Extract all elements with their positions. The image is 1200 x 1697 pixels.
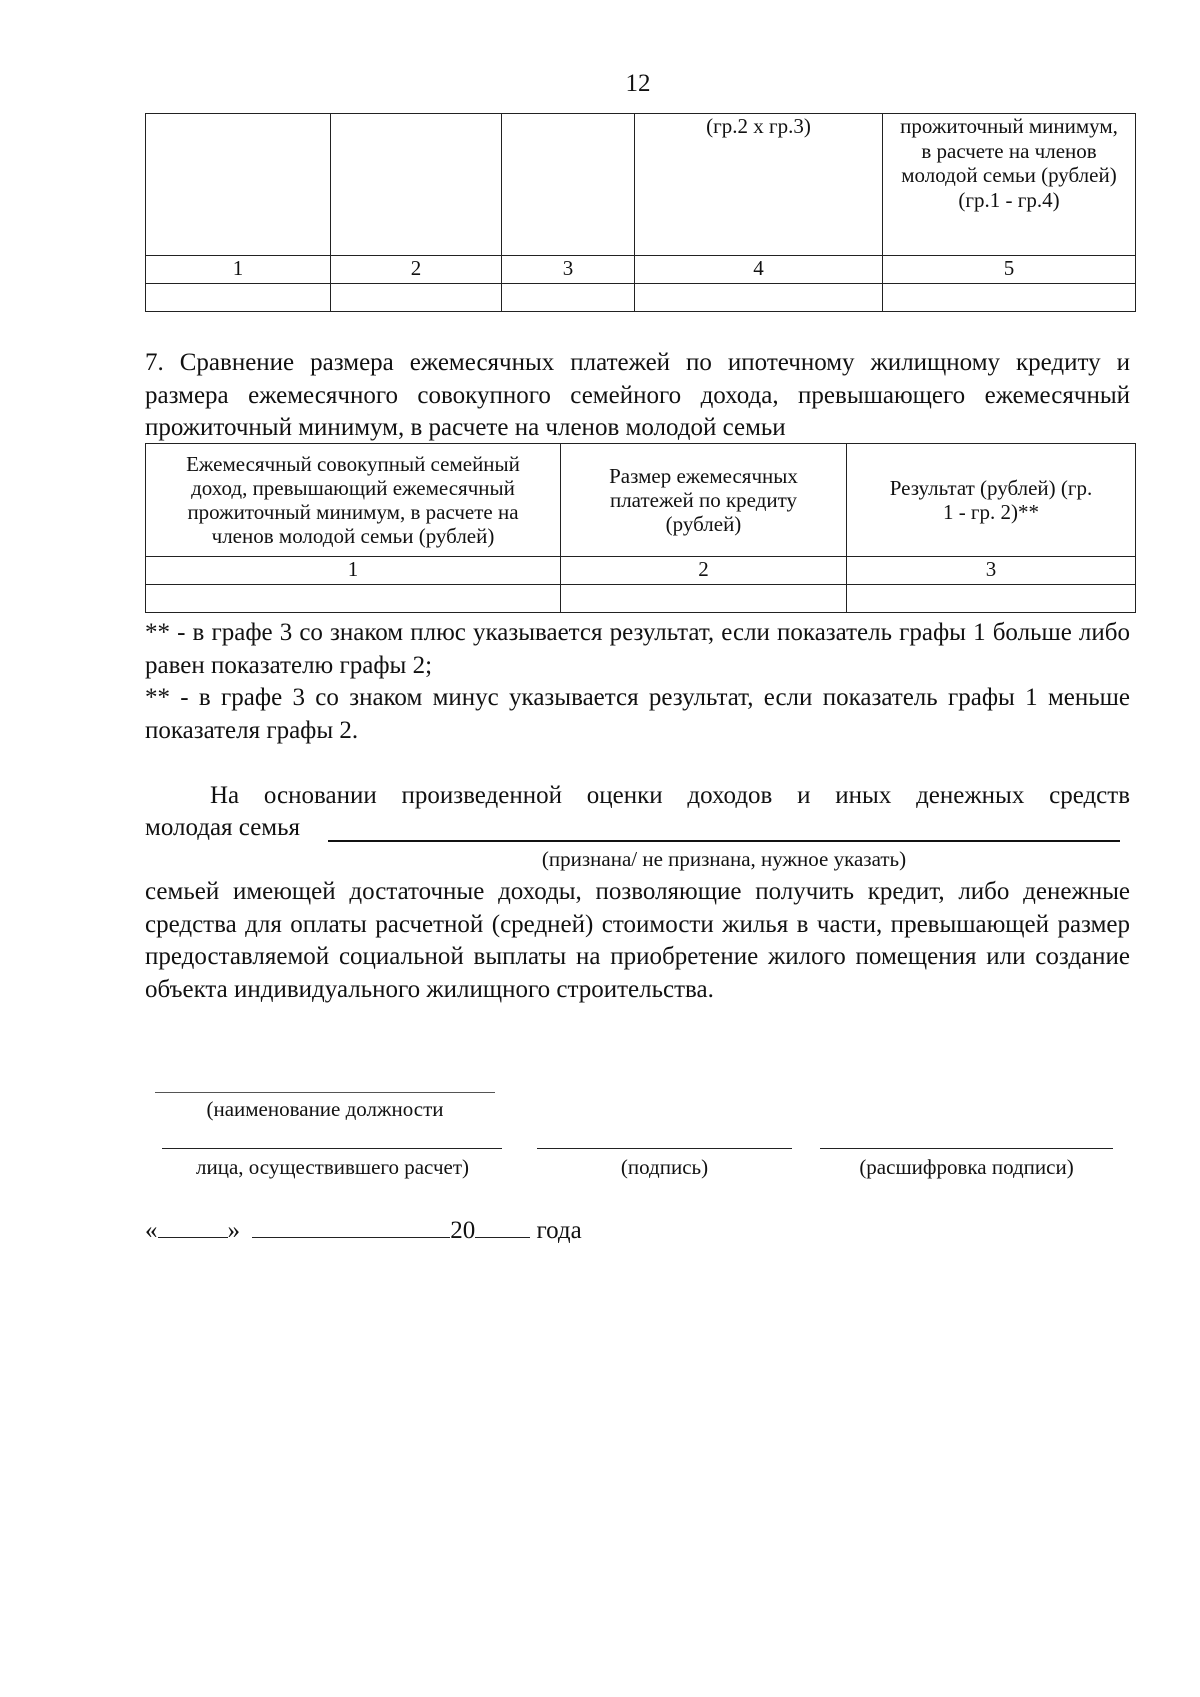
table-header-cell: Результат (рублей) (гр. 1 - гр. 2)** [847,444,1136,557]
position-caption-1: (наименование должности [206,1097,444,1121]
table-header-cell: Размер ежемесячных платежей по кредиту (рублей) [561,444,847,557]
family-label: молодая семья [145,814,301,841]
empty-data-row [146,585,1136,613]
column-number: 3 [502,256,635,284]
table-header-cell: Ежемесячный совокупный семейный доход, превышающий ежемесячный прожиточный минимум, в расчете на членов молодой семьи (рублей) [146,444,561,557]
table-header-cell [331,114,502,256]
table-header-row [146,114,1136,256]
column-number: 3 [847,557,1136,585]
footnote-plus: ** - в графе 3 со знаком плюс указывается результат, если показатель графы 1 больше либо равен показателю графы 2; [145,619,1130,679]
page-number: 12 [625,70,651,97]
column-number: 4 [635,256,883,284]
empty-cell[interactable] [146,284,331,312]
month-blank[interactable] [252,1213,450,1238]
signature-line[interactable] [537,1148,792,1149]
table-header-cell [146,114,331,256]
conclusion-intro: На основании произведенной оценки доходов и иных денежных средств [210,782,1130,809]
table-header-cell: (гр.2 x гр.3) [635,114,883,256]
empty-cell[interactable] [146,585,561,613]
comparison-table [145,443,1136,613]
income-table [145,113,1136,312]
table-header-cell: прожиточный минимум, в расчете на членов молодой семьи (рублей) (гр.1 - гр.4) [883,114,1136,256]
position-line-1[interactable] [155,1092,495,1093]
empty-data-row [146,284,1136,312]
empty-cell[interactable] [635,284,883,312]
footnote-minus: ** - в графе 3 со знаком минус указывается результат, если показатель графы 1 меньше показателя графы 2. [145,684,1130,744]
column-number: 2 [331,256,502,284]
table-header-cell [502,114,635,256]
column-number: 1 [146,557,561,585]
section-7-title: 7. Сравнение размера ежемесячных платежей по ипотечному жилищному кредиту и размера ежемесячного совокупного семейного дохода, превышающего ежемесячный прожиточный минимум, в расчете на членов молодой семьи [145,349,1130,441]
close-quote: » [227,1217,240,1244]
column-number-row [146,256,1136,284]
century-text: 20 [450,1217,476,1244]
day-blank[interactable] [158,1213,228,1238]
year-word: года [536,1217,582,1244]
open-quote: « [145,1217,158,1244]
year-blank[interactable] [475,1213,530,1238]
table-header-row [146,444,1136,557]
position-caption-2: лица, осуществившего расчет) [195,1155,470,1179]
signature-caption: (подпись) [620,1155,709,1179]
column-number: 2 [561,557,847,585]
date-row [145,1213,582,1245]
empty-cell[interactable] [502,284,635,312]
column-number: 5 [883,256,1136,284]
position-line-2[interactable] [162,1148,502,1149]
signature-decoding-line[interactable] [820,1148,1113,1149]
signature-decoding-caption: (расшифровка подписи) [859,1155,1074,1179]
empty-cell[interactable] [883,284,1136,312]
recognized-caption: (признана/ не признана, нужное указать) [541,847,907,871]
empty-cell[interactable] [561,585,847,613]
empty-cell[interactable] [847,585,1136,613]
recognized-blank-field[interactable] [328,840,1120,842]
empty-cell[interactable] [331,284,502,312]
column-number-row [146,557,1136,585]
column-number: 1 [146,256,331,284]
conclusion-body: семьей имеющей достаточные доходы, позволяющие получить кредит, либо денежные средства для оплаты расчетной (средней) стоимости жилья в части, превышающей размер предоставляемой социальной выплаты на приобретение жилого помещения или создание объекта индивидуального жилищного строительства. [145,878,1130,1003]
